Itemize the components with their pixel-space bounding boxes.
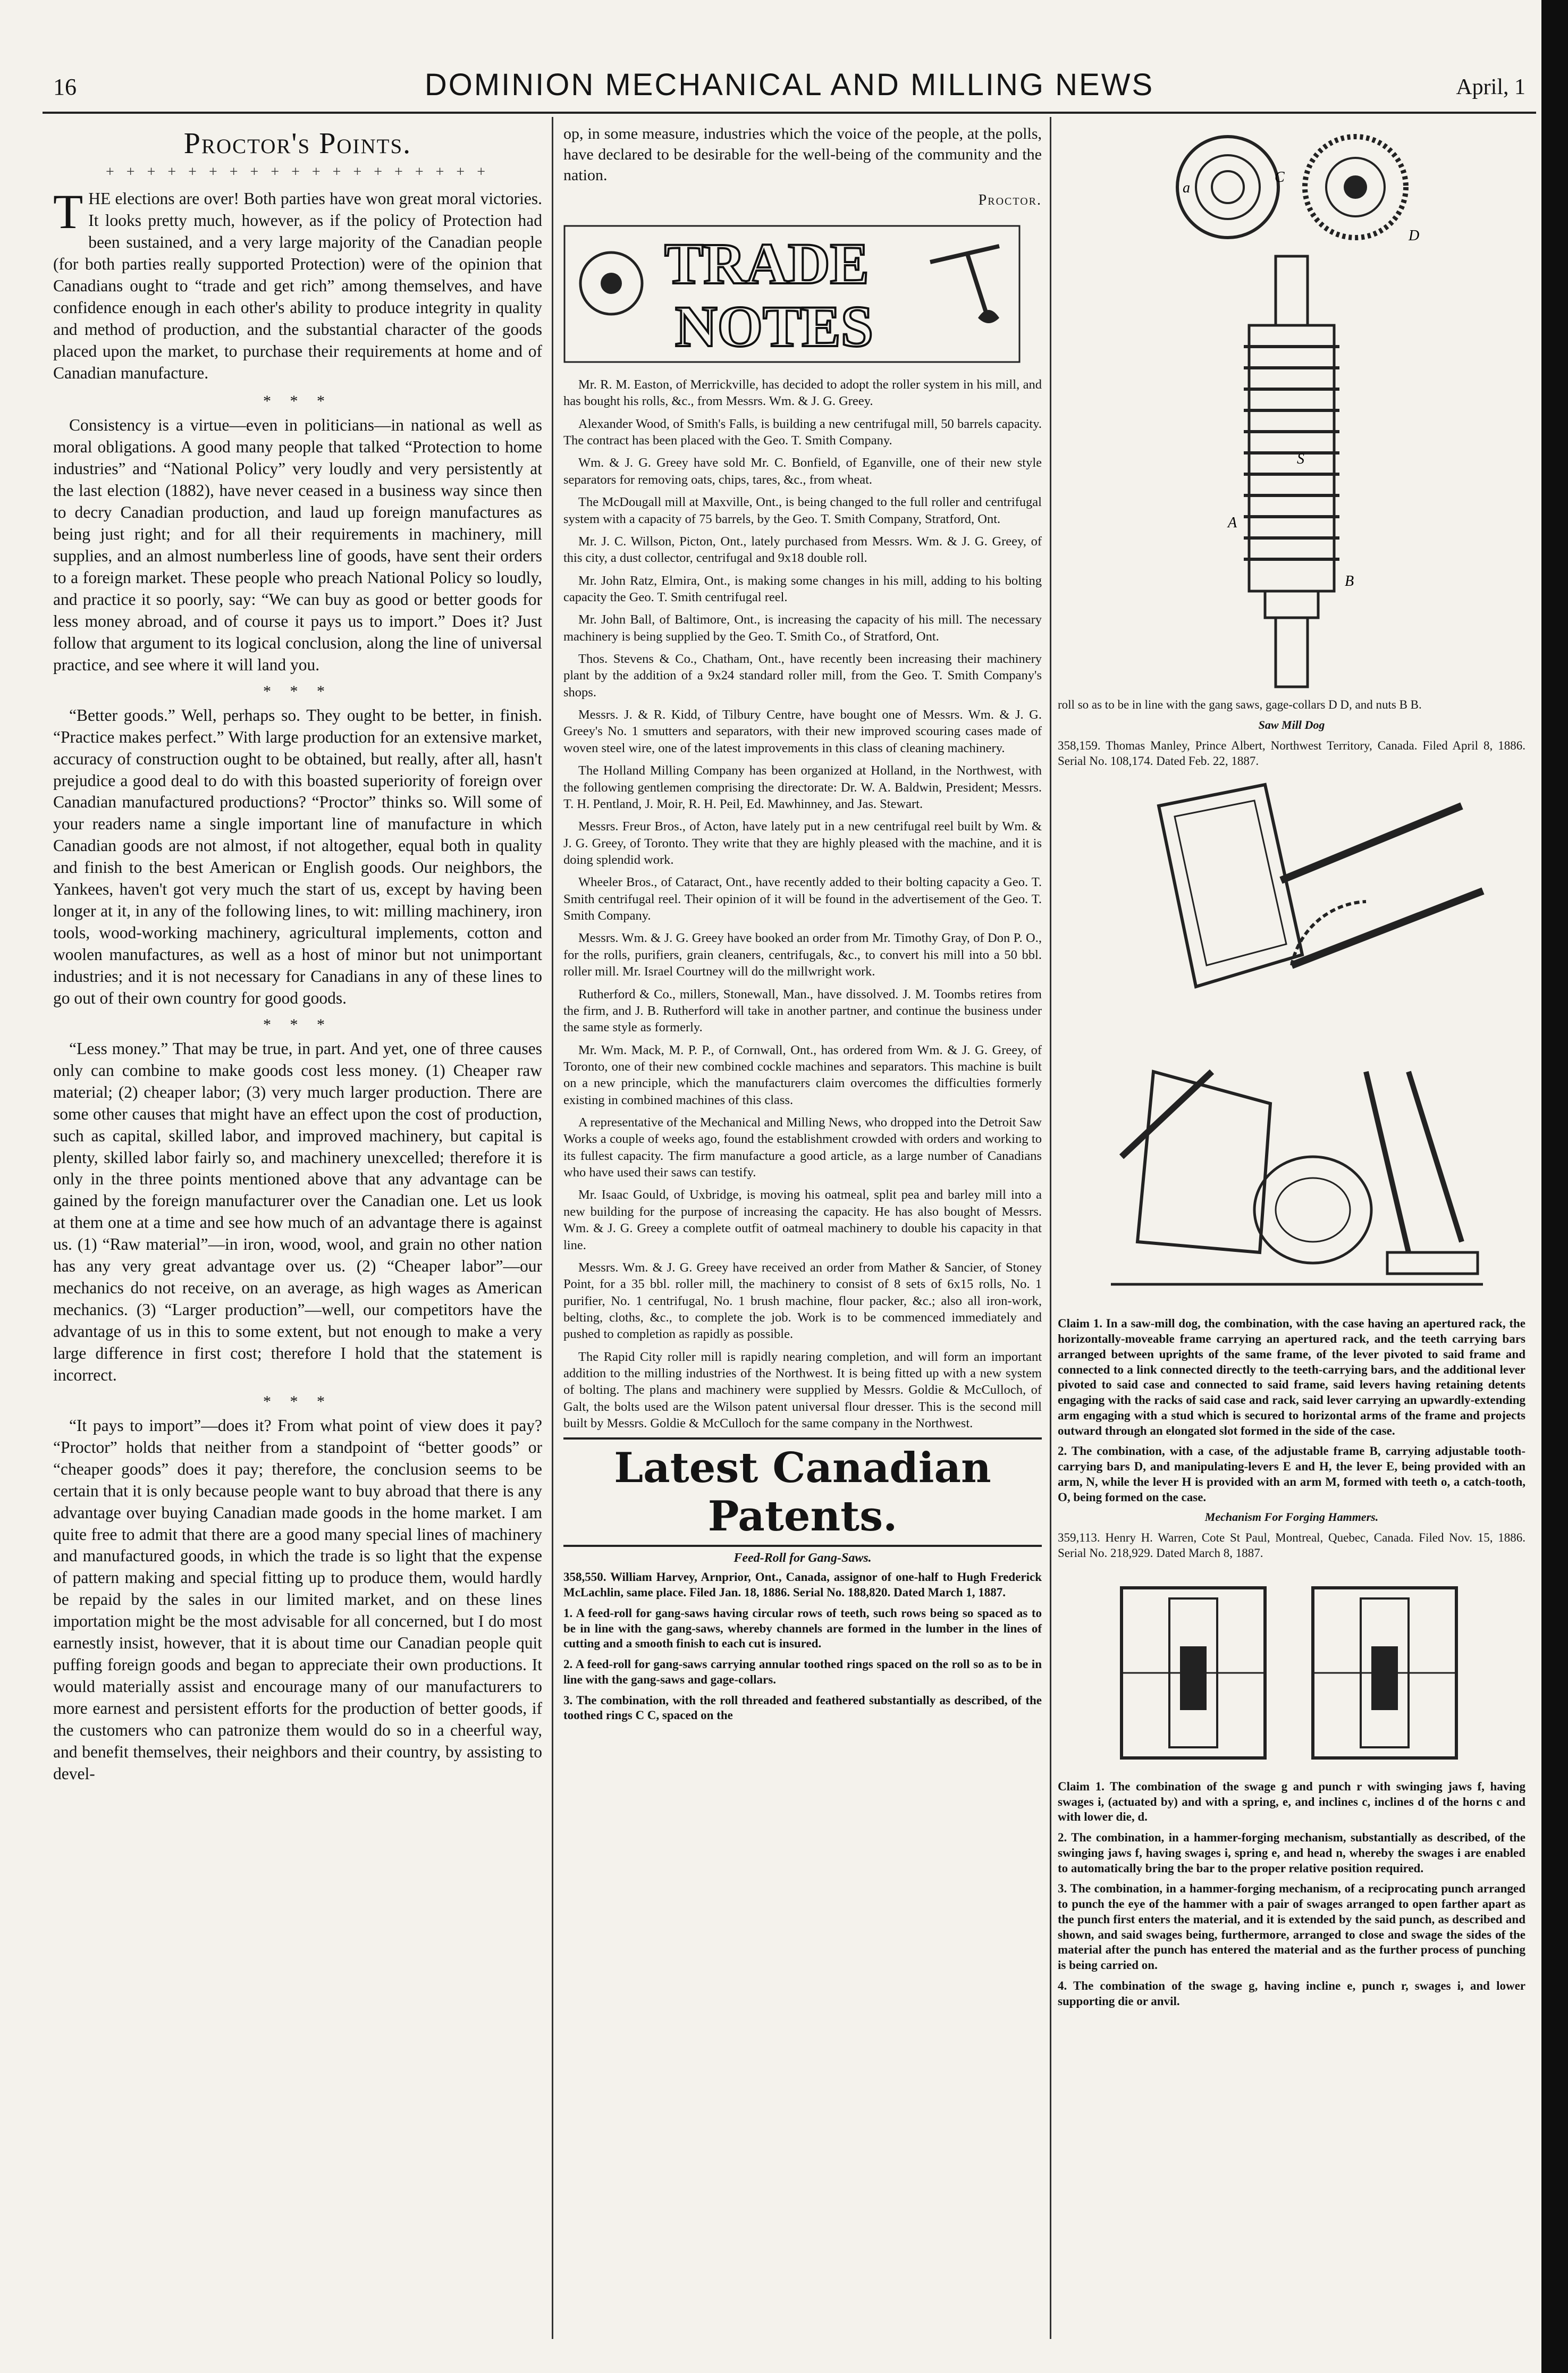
news-item: Mr. Wm. Mack, M. P. P., of Cornwall, Ont., has ordered from Wm. & J. G. Greey, of Toronto, one of their new combined cockle machines and separators. This machine is built on a new principle, which the manufacturers claim overcomes the difficulties formerly existing in combined machines of this class. bbox=[563, 1042, 1042, 1107]
trade-notes-masthead bbox=[563, 225, 1021, 363]
publication-title: DOMINION MECHANICAL AND MILLING NEWS bbox=[424, 68, 1154, 102]
trade-notes-list bbox=[563, 376, 1042, 1432]
patent-subhead: Feed-Roll for Gang-Saws. bbox=[734, 1551, 872, 1566]
saw-hub-icon bbox=[601, 273, 622, 294]
paragraph: “Better goods.” Well, perhaps so. They ought to be better, in finish. “Practice makes perfect.” With large production for an extensive market, accuracy of construction ought to be obtained, but really, after all, hasn't prejudice a good deal to do with this boasted superiority of foreign over Canadian manufactured productions? “Proctor” thinks so. Will some of your readers name a single important line of manufacture in which Canadian goods are not almost, if not altogether, equal both in quality and finish to the best American or English goods. Our neighbors, the Yankees, haven't got very much the start of us, except by having been longer at it, in any of the following lines, to wit: milling machinery, iron tools, wood-working machinery, agricultural implements, cotton and woolen manufactures, as well as a host of minor but not unimportant industries; and it is not necessary for Canadians in any of these lines to go out of their own country for good goods. bbox=[53, 705, 542, 1007]
masthead-word-trade: TRADE bbox=[664, 231, 870, 296]
news-item: The Holland Milling Company has been organized at Holland, in the Northwest, with the following gentlemen comprising the directorate: Dr. W. A. Baldwin, President; Messrs. T. H. Pentland, J. Moir, R. H. Peil, Ed. Mawhinney, and Jas. Stewart. bbox=[563, 763, 1042, 811]
forging-die-left bbox=[1122, 1588, 1265, 1758]
news-item: The Rapid City roller mill is rapidly nearing completion, and will form an important addition to the milling industries of the Northwest. It is being fitted up with a new system of bolting. The plans and machinery were supplied by Messrs. Goldie & McCulloch, of Galt, the bolts used are the Wilson patent universal flour dresser. This is the second mill built by Messrs. Goldie & McCulloch for the same company in the Northwest. bbox=[563, 1349, 1042, 1431]
opening-text: HE elections are over! Both parties have won great moral victories. It looks pretty much, however, as if the policy of Protection had been sustained, and a very large majority of the Canadian people (for both parties really supported Protection) were of the opinion that Canadians ought to “trade and get rich” among themselves, and have confidence enough in each other's ability to produce integrity in quality and method of production, and the substantial character of the goods placed upon the market, to purchase their requirements at home and of Canadian manufacture. bbox=[53, 189, 542, 382]
fig-label: a bbox=[1183, 180, 1190, 196]
paragraph: “Less money.” That may be true, in part. And yet, one of three causes only can combine to make goods cost less money. (1) Cheaper raw material; (2) cheaper labor; (3) very much larger production. There are some other causes that might have an effect upon the cost of production, such as capital, skilled labor, and improved machinery, but capital is plenty, skilled labor fairly so, and machinery unexcelled; therefore it is only in the three points mentioned above that any advantage can be gained by the foreign manufacturer over the Canadian one. Let us look at them one at a time and see how much of an advantage there is against us. (1) “Raw material”—in iron, wood, wool, and grain no other nation has any very great advantage over us. (2) “Cheaper labor”—our mechanics do not receive, on an average, as high wages as American mechanics. (3) “Larger production”—well, our competitors have the advantage of us in this to some extent, but not enough to make a very large difference in first cost; therefore I hold that the statement is incorrect. bbox=[53, 1039, 542, 1384]
news-item: Rutherford & Co., millers, Stonewall, Man., have dissolved. J. M. Toombs retires from the firm, and J. B. Rutherford will take in another partner, and continue the business under the same style as formerly. bbox=[563, 987, 1042, 1035]
opening-paragraph bbox=[53, 184, 542, 384]
dog-frame-upper bbox=[1159, 785, 1483, 987]
news-item: Thos. Stevens & Co., Chatham, Ont., have recently been increasing their machinery plant by the addition of a 9x24 standard roller mill, from the Geo. T. Smith Company's shops. bbox=[563, 652, 1042, 700]
news-item: A representative of the Mechanical and Milling News, who dropped into the Detroit Saw Works a couple of weeks ago, found the establishment crowded with orders and working to its fullest capacity. The firm manufacture a good article, as a large number of Canadians who have used their saws can testify. bbox=[563, 1115, 1042, 1180]
patents-section-title: Latest Canadian Patents. bbox=[563, 1437, 1042, 1547]
news-item: Mr. John Ball, of Baltimore, Ont., is increasing the capacity of his mill. The necessary machinery is being supplied by the Geo. T. Smith Co., of Stratford, Ont. bbox=[563, 612, 1042, 644]
claim-paragraph: 3. The combination, in a hammer-forging mechanism, of a reciprocating punch arranged to punch the eye of the hammer with a pair of swages arranged to open farther apart as the punch first enters the material, and it is extended by the said punch, as described and shown, and said swages being, furthermore, arranged to close and swage the sides of the material after the punch has entered the material and as the further process of punching is being carried on. bbox=[1058, 1882, 1525, 1972]
news-item: Messrs. Freur Bros., of Acton, have lately put in a new centrifugal reel built by Wm. & J. G. Greey, of Toronto. They write that they are highly pleased with the machine, and it is doing splendid work. bbox=[563, 819, 1042, 867]
column-patent-figures bbox=[1058, 123, 1525, 2335]
continued-paragraph: op, in some measure, industries which the voice of the people, at the polls, have declared to be desirable for the well-being of the community and the nation. bbox=[563, 125, 1042, 184]
news-item: Messrs. Wm. & J. G. Greey have booked an order from Mr. Timothy Gray, of Don P. O., for the rolls, purifiers, grain cleaners, centrifugals, &c., to convert his mill into a 50 bbl. roller mill. Mr. Israel Courtney will do the millwright work. bbox=[563, 931, 1042, 979]
article-title: Proctor's Points. bbox=[183, 127, 412, 160]
patent-paragraph: 1. A feed-roll for gang-saws having circular rows of teeth, such rows being so spaced as to be in line with the gang-saws, whereby channels are formed in the lumber in the lines of cutting and a smooth finish to each cut is insured. bbox=[563, 1606, 1042, 1651]
column-trade-notes bbox=[563, 123, 1042, 2335]
paragraph: “It pays to import”—does it? From what point of view does it pay? “Proctor” holds that neither from a standpoint of “better goods” or “cheaper goods” does it pay; therefore, the conclusion seems to be certain that it is only because people want to buy abroad that there is any advantage over buying Canadian made goods in the home market. I am quite free to admit that there are a good many special lines of machinery and manufactured goods, in which the trade is so light that the expense of pattern making and special fitting up to produce them, would hardly be repaid by the sales in our limited market, and on these lines importation might be the most advisable for all concerned, but I do most earnestly insist, however, that it is about time our Canadian people quit puffing foreign goods and began to appreciate their own productions. It would materially assist and encourage many of our manufacturers to more earnest and persistent efforts for the production of better goods, if the customers who can patronize them would do so in a cheerful way, and benefit themselves, their neighbors and their country, by assisting to devel- bbox=[53, 1416, 542, 1783]
news-item: Mr. John Ratz, Elmira, Ont., is making some changes in his mill, adding to his bolting capacity the Geo. T. Smith centrifugal reel. bbox=[563, 573, 1042, 604]
sack-icon bbox=[978, 310, 999, 323]
claim-paragraph: Claim 1. In a saw-mill dog, the combination, with the case having an apertured rack, the horizontally-moveable frame carrying an apertured rack, and the teeth carrying bars arranged between uprights of the same frame, of the lever pivoted to said frame and connected to a link connected directly to the teeth-carrying bars, and the additional lever pivoted to said case and connected to said frame, said levers having retaining detents engaging with the racks of said case and rack, said lever carrying an upwardly-extending arm engaging with a stud which is secured to horizontal arms of the frame and projects outward through an elongated slot formed in the side of the case. bbox=[1058, 1317, 1525, 1437]
signature: Proctor. bbox=[978, 192, 1042, 208]
continued-claim: roll so as to be in line with the gang saws, gage-collars D D, and nuts B B. bbox=[1058, 698, 1422, 711]
fig-label: D bbox=[1409, 228, 1420, 244]
news-item: Mr. J. C. Willson, Picton, Ont., lately purchased from Messrs. Wm. & J. G. Greey, of this city, a dust collector, centrifugal and 9x18 double roll. bbox=[563, 534, 1042, 566]
news-item: Wheeler Bros., of Cataract, Ont., have recently added to their bolting capacity a Geo. T. Smith centrifugal reel. Their opinion of it will be found in the advertisement of the Geo. T. Smith Company. bbox=[563, 875, 1042, 923]
page-edge-shadow bbox=[1541, 0, 1568, 2373]
section-separator: * * * bbox=[263, 682, 332, 700]
forging-hammer-figure bbox=[1090, 1567, 1494, 1779]
paragraph: Consistency is a virtue—even in politicians—in national as well as moral obligations. A good many people that talked “Protection to home industries” and “National Policy” very loudly and very persistently at the last election (1882), have never ceased in a business way since then to decry Canadian production, and laud up foreign manufactures as being just right; and for all their requirements in machinery, mill supplies, and an almost numberless line of goods, have sent their orders to a foreign market. These people who preach National Policy so loudly, and practice it so poorly, say: “We can buy as good or better goods for less money abroad, and of course it pays us to import.” Does it? Just follow that argument to its logical conclusion, along the line of universal practice, and see where it will land you. bbox=[53, 416, 542, 674]
gear-wheel-right bbox=[1305, 137, 1406, 238]
saw-mill-dog-figure bbox=[1090, 774, 1494, 1316]
section-separator: * * * bbox=[263, 1015, 332, 1033]
patent-info: 358,159. Thomas Manley, Prince Albert, Northwest Territory, Canada. Filed April 8, 1886. Serial No. 108,174. Dated Feb. 22, 1887. bbox=[1058, 738, 1525, 768]
section-separator: * * * bbox=[263, 392, 332, 410]
dog-frame-lower bbox=[1111, 1072, 1483, 1284]
forging-die-right bbox=[1313, 1588, 1456, 1758]
issue-date: April, 1 bbox=[1456, 75, 1525, 99]
page-header bbox=[53, 67, 1525, 110]
news-item: Wm. & J. G. Greey have sold Mr. C. Bonfield, of Eganville, one of their new style separators for removing oats, chips, tares, &c., from wheat. bbox=[563, 456, 1042, 487]
section-separator: * * * bbox=[263, 1392, 332, 1410]
news-item: Mr. Isaac Gould, of Uxbridge, is moving his oatmeal, split pea and barley mill into a new building for the purpose of increasing the capacity. He has also bought of Messrs. Wm. & J. G. Greey a complete outfit of oatmeal machinery to double his capacity in that line. bbox=[563, 1188, 1042, 1252]
header-rule bbox=[43, 112, 1536, 114]
roll-shaft bbox=[1244, 256, 1339, 687]
news-item: Messrs. Wm. & J. G. Greey have received an order from Mather & Sancier, of Stoney Point, for a 35 bbl. roller mill, the machinery to consist of 8 sets of 6x15 rolls, No. 1 purifier, No. 1 centrifugal, No. 1 brush machine, flour packer, &c.; also all iron-work, belting, cloths, &c., to complete the job. Work is to be commenced immediately and pushed to completion as rapidly as possible. bbox=[563, 1260, 1042, 1342]
patent-paragraph: 2. A feed-roll for gang-saws carrying annular toothed rings spaced on the roll so as to be in line with the gang-saws and gage-collars. bbox=[563, 1657, 1042, 1686]
claim-paragraph: 2. The combination, with a case, of the adjustable frame B, carrying adjustable tooth-carrying bars D, and manipulating-levers E and H, the lever E, being provided with an arm, N, while the lever H is provided with an arm M, formed with teeth o, a catch-tooth, O, being formed on the case. bbox=[1058, 1444, 1525, 1504]
title-ornament: + + + + + + + + + + + + + + + + + + + bbox=[105, 164, 490, 180]
gear-wheel-left bbox=[1177, 137, 1278, 238]
patent-paragraph: 358,550. William Harvey, Arnprior, Ont., Canada, assignor of one-half to Hugh Frederick McLachlin, same place. Filed Jan. 18, 1886. Serial No. 188,820. Dated March 1, 1887. bbox=[563, 1570, 1042, 1600]
page-number: 16 bbox=[53, 74, 77, 100]
drop-cap: T bbox=[53, 184, 83, 239]
column-divider-2 bbox=[1050, 117, 1051, 2339]
column-proctors-points bbox=[53, 123, 542, 2335]
figure-caption: Saw Mill Dog bbox=[1258, 718, 1325, 731]
news-item: The McDougall mill at Maxville, Ont., is being changed to the full roller and centrifugal system with a capacity of 75 barrels, by the Geo. T. Smith Company, Stratford, Ont. bbox=[563, 495, 1042, 526]
column-divider-1 bbox=[552, 117, 553, 2339]
masthead-word-notes: NOTES bbox=[675, 294, 873, 359]
fig-label: S bbox=[1297, 451, 1304, 467]
fig-label: C bbox=[1275, 169, 1285, 186]
patent-paragraph: 3. The combination, with the roll threaded and feathered substantially as described, of the toothed rings C C, spaced on the bbox=[563, 1693, 1042, 1722]
feed-roll-figure bbox=[1132, 123, 1451, 697]
news-item: Mr. R. M. Easton, of Merrickville, has decided to adopt the roller system in his mill, and has bought his rolls, &c., from Messrs. Wm. & J. G. Greey. bbox=[563, 377, 1042, 409]
news-item: Alexander Wood, of Smith's Falls, is building a new centrifugal mill, 50 barrels capacity. The contract has been placed with the Geo. T. Smith Company. bbox=[563, 416, 1042, 448]
pickaxe-icon bbox=[930, 246, 999, 321]
claim-paragraph: 2. The combination, in a hammer-forging mechanism, substantially as described, of the swinging jaws f, having swages i, spring e, and head n, whereby the swages i are enabled to automatically bring the bar to the proper relative position required. bbox=[1058, 1831, 1525, 1875]
patent-info: 359,113. Henry H. Warren, Cote St Paul, Montreal, Quebec, Canada. Filed Nov. 15, 1886. Serial No. 218,929. Dated March 8, 1887. bbox=[1058, 1531, 1525, 1560]
fig-label: B bbox=[1345, 573, 1354, 590]
claim-paragraph: Claim 1. The combination of the swage g and punch r with swinging jaws f, having swages i, (actuated by) and with a spring, e, and inclines c, inclines d of the horns c and with lower die, d. bbox=[1058, 1779, 1525, 1824]
figure-caption: Mechanism For Forging Hammers. bbox=[1204, 1510, 1379, 1524]
fig-label: A bbox=[1228, 515, 1237, 531]
claim-paragraph: 4. The combination of the swage g, having incline e, punch r, swages i, and lower supporting die or anvil. bbox=[1058, 1979, 1525, 2008]
news-item: Messrs. J. & R. Kidd, of Tilbury Centre, have bought one of Messrs. Wm. & J. G. Greey's No. 1 smutters and separators, with their new improved scouring cases made of woven steel wire, one of the latest improvements in this class of cleaning machinery. bbox=[563, 708, 1042, 755]
